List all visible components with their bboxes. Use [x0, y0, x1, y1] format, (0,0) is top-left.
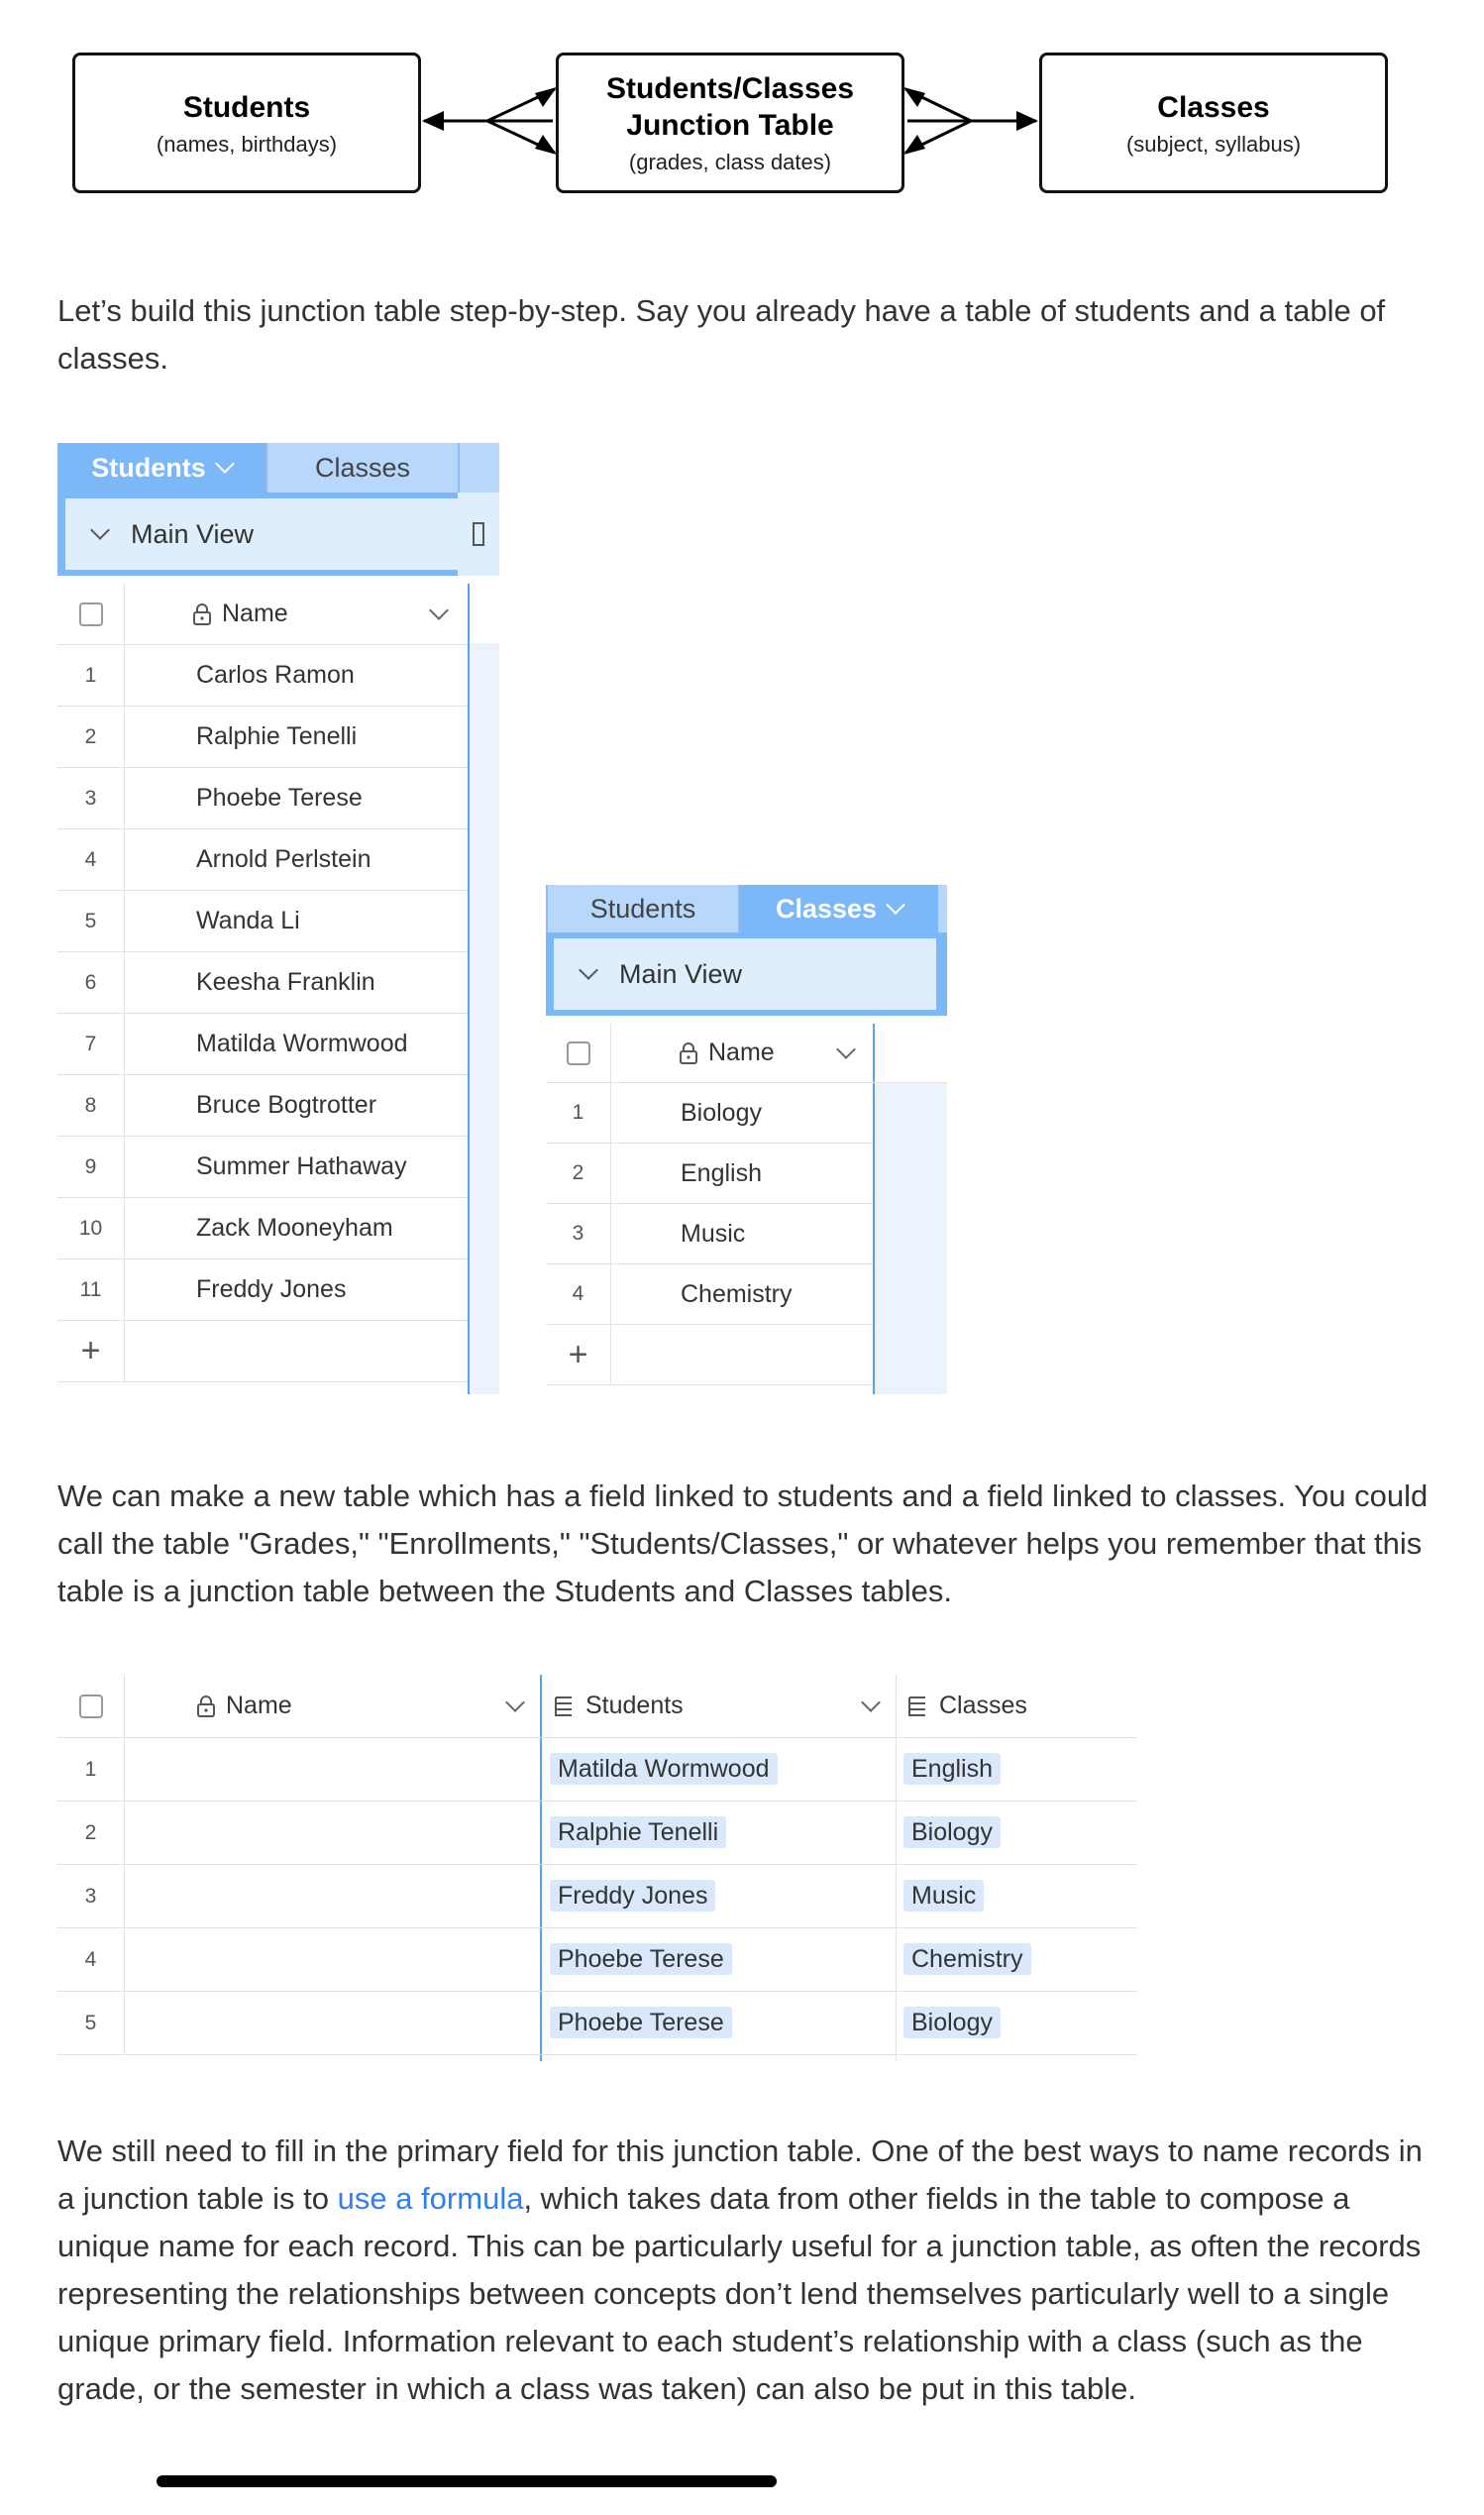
table-row[interactable] — [546, 1144, 873, 1204]
chevron-down-icon — [215, 454, 235, 474]
row-number: 2 — [546, 1144, 611, 1203]
name-column-label: Name — [708, 1039, 775, 1066]
students-cell[interactable] — [540, 1818, 896, 1847]
name-cell[interactable]: Ralphie Tenelli — [196, 722, 358, 750]
row-number: 4 — [57, 1928, 125, 1991]
er-classes-entity — [1039, 53, 1388, 193]
para3-text-after: , which takes data from other fields in the table to compose a unique name for each record. This can be particularly useful for a junction table, as often the records representing the relationships between concepts don’t lend themselves particularly well to a single unique primary field. Information relevant to each student’s relationship with a class (such as the grade, or the semester in which a class was taken) can also be put in this table. — [57, 2181, 1422, 2406]
row-number: 5 — [57, 1992, 125, 2054]
student-link-chip[interactable]: Ralphie Tenelli — [550, 1816, 726, 1848]
linked-record-icon — [552, 1695, 576, 1718]
name-cell[interactable]: Matilda Wormwood — [196, 1030, 408, 1057]
select-all-cell — [57, 584, 125, 644]
junction-header-row — [57, 1675, 1137, 1738]
tab-students[interactable] — [57, 443, 265, 492]
students-base-tabbar — [57, 443, 499, 492]
class-link-chip[interactable]: Music — [903, 1880, 984, 1912]
table-row[interactable] — [57, 1137, 468, 1198]
classes-grid — [546, 1024, 947, 1394]
name-cell[interactable]: Carlos Ramon — [196, 661, 355, 689]
students-cell[interactable] — [540, 1945, 896, 1974]
name-cell[interactable]: Music — [681, 1219, 746, 1248]
view-side-panel — [458, 492, 499, 576]
table-row[interactable] — [57, 1014, 468, 1075]
row-number: 4 — [57, 829, 125, 890]
tab-classes-label: Classes — [314, 452, 411, 483]
row-number: 10 — [57, 1198, 125, 1258]
name-cell[interactable]: Phoebe Terese — [196, 784, 363, 812]
table-row[interactable] — [546, 1083, 873, 1144]
er-students-subtitle: (names, birthdays) — [156, 131, 338, 157]
table-row[interactable] — [546, 1264, 873, 1325]
students-grid — [57, 584, 499, 1394]
class-link-chip[interactable]: English — [903, 1753, 1001, 1785]
table-row[interactable] — [57, 1928, 1137, 1992]
row-number: 4 — [546, 1264, 611, 1324]
name-cell[interactable] — [125, 1928, 540, 1991]
classes-header-row — [546, 1024, 947, 1083]
name-cell[interactable]: Arnold Perlstein — [196, 845, 371, 873]
classes-cell[interactable] — [896, 1945, 1137, 1974]
select-all-cell — [546, 1024, 611, 1082]
select-all-checkbox[interactable] — [79, 602, 103, 626]
name-cell[interactable] — [125, 1802, 540, 1864]
name-column-header[interactable] — [611, 1039, 873, 1067]
name-column-header[interactable] — [125, 1692, 540, 1720]
students-view-selector[interactable] — [65, 498, 458, 570]
table-row[interactable] — [57, 1865, 1137, 1928]
students-view-name: Main View — [131, 518, 255, 549]
table-row[interactable] — [57, 829, 468, 891]
add-row[interactable] — [57, 1321, 468, 1382]
tab-students-label: Students — [91, 452, 206, 483]
er-junction-title-line1: Students/Classes — [605, 72, 855, 105]
table-row[interactable] — [57, 1738, 1137, 1802]
name-cell[interactable]: Chemistry — [681, 1279, 793, 1308]
table-row[interactable] — [57, 1992, 1137, 2055]
classes-column-header[interactable] — [896, 1692, 1137, 1720]
class-link-chip[interactable]: Biology — [903, 2007, 1001, 2038]
classes-cell[interactable] — [896, 1818, 1137, 1847]
chevron-down-icon — [886, 895, 905, 915]
table-row[interactable] — [57, 768, 468, 829]
tabbar-filler — [460, 443, 499, 492]
name-cell[interactable]: Biology — [681, 1098, 762, 1127]
students-header-row — [57, 584, 468, 645]
classes-base-tabbar — [546, 885, 947, 932]
add-record-icon[interactable]: + — [546, 1325, 611, 1384]
table-row[interactable] — [57, 952, 468, 1014]
student-link-chip[interactable]: Matilda Wormwood — [550, 1753, 778, 1785]
select-all-checkbox[interactable] — [79, 1695, 103, 1718]
junction-explanation-paragraph: We can make a new table which has a field linked to students and a field linked to classes. You could call the table "Grades," "Enrollments," "Students/Classes," or whatever helps you remember that this table is a junction table between the Students and Classes tables. — [57, 1478, 1429, 1608]
primary-field-paragraph — [57, 2128, 1444, 2413]
student-link-chip[interactable]: Phoebe Terese — [550, 2007, 732, 2038]
row-number: 9 — [57, 1137, 125, 1197]
home-indicator[interactable] — [157, 2475, 777, 2487]
students-column-label: Students — [585, 1692, 684, 1719]
row-number: 2 — [57, 1802, 125, 1864]
er-junction-title-line2: Junction Table — [626, 109, 834, 142]
name-cell[interactable] — [125, 1738, 540, 1801]
tab-classes-label: Classes — [775, 893, 878, 924]
classes-cell[interactable] — [896, 1755, 1137, 1784]
name-cell[interactable]: Zack Mooneyham — [196, 1214, 393, 1242]
er-junction-subtitle: (grades, class dates) — [628, 150, 832, 174]
sidebar-toggle-icon[interactable] — [473, 522, 484, 546]
classes-view-name: Main View — [619, 958, 743, 989]
table-row[interactable] — [57, 1075, 468, 1137]
students-cell[interactable] — [540, 2009, 896, 2037]
table-row[interactable] — [57, 645, 468, 707]
er-students-entity — [72, 53, 421, 193]
select-all-cell — [57, 1675, 125, 1737]
select-all-checkbox[interactable] — [567, 1041, 590, 1065]
table-row[interactable] — [57, 891, 468, 952]
class-link-chip[interactable]: Biology — [903, 1816, 1001, 1848]
name-cell[interactable]: Bruce Bogtrotter — [196, 1091, 377, 1119]
students-column-header[interactable] — [540, 1692, 896, 1720]
chevron-down-icon — [90, 520, 110, 540]
students-viewbar — [57, 492, 499, 576]
chevron-down-icon[interactable] — [505, 1693, 525, 1712]
row-number: 1 — [57, 645, 125, 706]
chevron-down-icon — [579, 960, 598, 980]
junction-grid — [57, 1675, 1137, 2061]
name-column-label: Name — [222, 600, 288, 627]
classes-view-selector[interactable] — [554, 938, 936, 1010]
er-classes-title: Classes — [1157, 90, 1270, 124]
row-number: 11 — [57, 1259, 125, 1320]
row-number: 6 — [57, 952, 125, 1013]
table-row[interactable] — [57, 1802, 1137, 1865]
add-row[interactable] — [546, 1325, 873, 1385]
classes-viewbar — [546, 932, 947, 1016]
use-a-formula-link[interactable]: use a formula — [337, 2181, 524, 2216]
tabbar-filler — [938, 885, 947, 932]
lock-icon — [192, 603, 212, 625]
name-cell[interactable]: Wanda Li — [196, 907, 300, 934]
er-students-title: Students — [182, 90, 311, 124]
tab-classes[interactable] — [740, 885, 938, 932]
intro-paragraph: Let’s build this junction table step-by-step. Say you already have a table of students and a table of classes. — [57, 293, 1386, 376]
name-column-label: Name — [226, 1692, 292, 1719]
student-link-chip[interactable]: Phoebe Terese — [550, 1943, 732, 1975]
row-number: 1 — [57, 1738, 125, 1801]
table-row[interactable] — [57, 1198, 468, 1259]
name-cell[interactable]: English — [681, 1158, 762, 1187]
name-cell[interactable] — [125, 1865, 540, 1927]
lock-icon — [679, 1042, 698, 1064]
tab-students[interactable] — [546, 885, 740, 932]
grid-empty-area — [873, 1083, 947, 1394]
students-cell[interactable] — [540, 1755, 896, 1784]
class-link-chip[interactable]: Chemistry — [903, 1943, 1031, 1975]
lock-icon — [196, 1695, 216, 1717]
name-column-header[interactable] — [125, 600, 468, 628]
students-cell[interactable] — [540, 1882, 896, 1911]
row-number: 3 — [57, 1865, 125, 1927]
add-record-icon[interactable]: + — [57, 1321, 125, 1381]
classes-cell[interactable] — [896, 2009, 1137, 2037]
row-number: 8 — [57, 1075, 125, 1136]
row-number: 5 — [57, 891, 125, 951]
name-cell[interactable]: Summer Hathaway — [196, 1152, 407, 1180]
table-row[interactable] — [546, 1204, 873, 1264]
student-link-chip[interactable]: Freddy Jones — [550, 1880, 715, 1912]
row-number: 3 — [546, 1204, 611, 1263]
tab-classes[interactable] — [265, 443, 460, 492]
chevron-down-icon[interactable] — [836, 1039, 856, 1059]
row-number: 3 — [57, 768, 125, 828]
name-cell[interactable]: Freddy Jones — [196, 1275, 347, 1303]
chevron-down-icon[interactable] — [429, 601, 449, 620]
row-number: 2 — [57, 707, 125, 767]
er-classes-subtitle: (subject, syllabus) — [1125, 131, 1302, 157]
row-number: 1 — [546, 1083, 611, 1143]
column-divider — [468, 584, 470, 1394]
classes-column-label: Classes — [939, 1692, 1027, 1719]
grid-empty-area — [468, 643, 499, 1394]
tab-students-label: Students — [589, 893, 696, 924]
chevron-down-icon[interactable] — [861, 1693, 881, 1712]
er-junction-entity — [556, 53, 904, 193]
para3-text-before: We still need to fill in the primary field for this junction table. One of the best ways to name records in a junction table is to — [57, 2133, 1423, 2216]
classes-cell[interactable] — [896, 1882, 1137, 1911]
linked-record-icon — [905, 1695, 929, 1718]
name-cell[interactable] — [125, 1992, 540, 2054]
name-cell[interactable]: Keesha Franklin — [196, 968, 375, 996]
row-number: 7 — [57, 1014, 125, 1074]
table-row[interactable] — [57, 707, 468, 768]
table-row[interactable] — [57, 1259, 468, 1321]
